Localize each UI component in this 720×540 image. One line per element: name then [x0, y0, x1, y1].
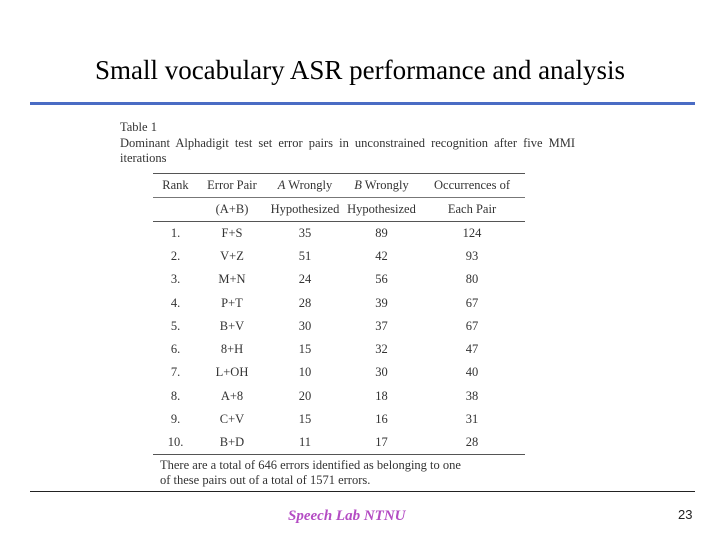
cell-occ: 47	[465, 342, 479, 357]
header-occurrences-sub: Each Pair	[419, 197, 525, 221]
cell-occ: 38	[465, 388, 479, 403]
cell-pair: B+V	[219, 318, 245, 333]
cell-b: 37	[375, 318, 388, 333]
table-header-row-1	[153, 173, 525, 197]
table-row	[153, 361, 525, 384]
cell-occ: 67	[465, 295, 479, 310]
cell-pair: C+V	[219, 412, 245, 427]
header-error-pair-sub: (A+B)	[198, 197, 266, 221]
cell-a: 51	[298, 248, 312, 263]
header-rank-blank	[153, 197, 198, 221]
table-caption	[120, 120, 580, 167]
cell-a: 15	[298, 342, 312, 357]
cell-a: 35	[298, 225, 312, 240]
header-error-pair: Error Pair	[198, 173, 266, 197]
cell-a: 15	[298, 412, 312, 427]
cell-occ: 80	[465, 272, 479, 287]
cell-rank: 6.	[170, 342, 181, 357]
table-footnote-line-1: There are a total of 646 errors identified as belonging to one	[160, 458, 461, 473]
table-caption-label: Table 1	[120, 120, 157, 134]
table-row	[153, 221, 525, 245]
table-row	[153, 315, 525, 338]
footer-divider	[30, 491, 695, 492]
cell-occ: 67	[465, 318, 479, 333]
cell-b: 16	[375, 412, 388, 427]
cell-b: 30	[375, 365, 388, 380]
cell-pair: F+S	[221, 225, 243, 240]
cell-a: 10	[298, 365, 312, 380]
cell-occ: 40	[465, 365, 479, 380]
cell-b: 42	[375, 248, 388, 263]
table-row	[153, 291, 525, 314]
cell-a: 11	[266, 431, 344, 455]
cell-pair: 8+H	[220, 342, 244, 357]
cell-b: 18	[375, 388, 388, 403]
page-number: 23	[678, 507, 693, 522]
table-row	[153, 408, 525, 431]
cell-pair: L+OH	[215, 365, 249, 380]
cell-rank: 5.	[170, 318, 181, 333]
cell-b: 17	[344, 431, 419, 455]
table-header-row-2	[153, 197, 525, 221]
header-a-sub: Hypothesized	[266, 197, 344, 221]
cell-rank: 7.	[170, 365, 181, 380]
cell-occ: 93	[465, 248, 479, 263]
cell-occ: 28	[419, 431, 525, 455]
cell-b: 39	[375, 295, 388, 310]
header-b-var: B	[354, 177, 362, 192]
cell-rank: 2.	[170, 248, 181, 263]
error-pairs-table	[153, 173, 525, 456]
header-rank: Rank	[153, 173, 198, 197]
slide-title: Small vocabulary ASR performance and analysis	[94, 55, 626, 85]
cell-rank: 10.	[153, 431, 198, 455]
cell-a: 24	[298, 272, 312, 287]
cell-pair: P+T	[221, 295, 243, 310]
cell-pair: V+Z	[220, 248, 244, 263]
cell-occ: 124	[462, 225, 482, 240]
cell-b: 89	[375, 225, 388, 240]
cell-occ: 31	[465, 412, 479, 427]
header-b-sub: Hypothesized	[344, 197, 419, 221]
cell-rank: 4.	[170, 295, 181, 310]
table-row	[153, 385, 525, 408]
cell-rank: 9.	[170, 412, 181, 427]
title-divider	[30, 102, 695, 105]
header-b-wrongly	[344, 173, 419, 197]
header-b-rest: Wrongly	[361, 177, 409, 192]
cell-a: 30	[298, 318, 312, 333]
table-figure	[120, 120, 580, 488]
table-footnote-line-2: of these pairs out of a total of 1571 errors.	[160, 473, 371, 488]
cell-rank: 8.	[170, 388, 181, 403]
table-footnote	[160, 458, 580, 488]
cell-a: 28	[298, 295, 312, 310]
table-row	[153, 245, 525, 268]
cell-b: 32	[375, 342, 388, 357]
header-a-wrongly	[266, 173, 344, 197]
cell-a: 20	[298, 388, 312, 403]
table-row	[153, 338, 525, 361]
cell-pair: M+N	[218, 272, 246, 287]
header-occurrences: Occurrences of	[419, 173, 525, 197]
table-row	[153, 431, 525, 455]
cell-b: 56	[375, 272, 388, 287]
cell-rank: 1.	[170, 225, 181, 240]
cell-pair: A+8	[220, 388, 244, 403]
cell-rank: 3.	[170, 272, 181, 287]
header-a-rest: Wrongly	[285, 177, 333, 192]
footer-lab-name: Speech Lab NTNU	[288, 508, 406, 524]
table-row	[153, 268, 525, 291]
header-a-var: A	[277, 177, 286, 192]
cell-pair: B+D	[198, 431, 266, 455]
table-caption-text: Dominant Alphadigit test set error pairs in unconstrained recognition after five MMI iterations	[120, 135, 575, 165]
